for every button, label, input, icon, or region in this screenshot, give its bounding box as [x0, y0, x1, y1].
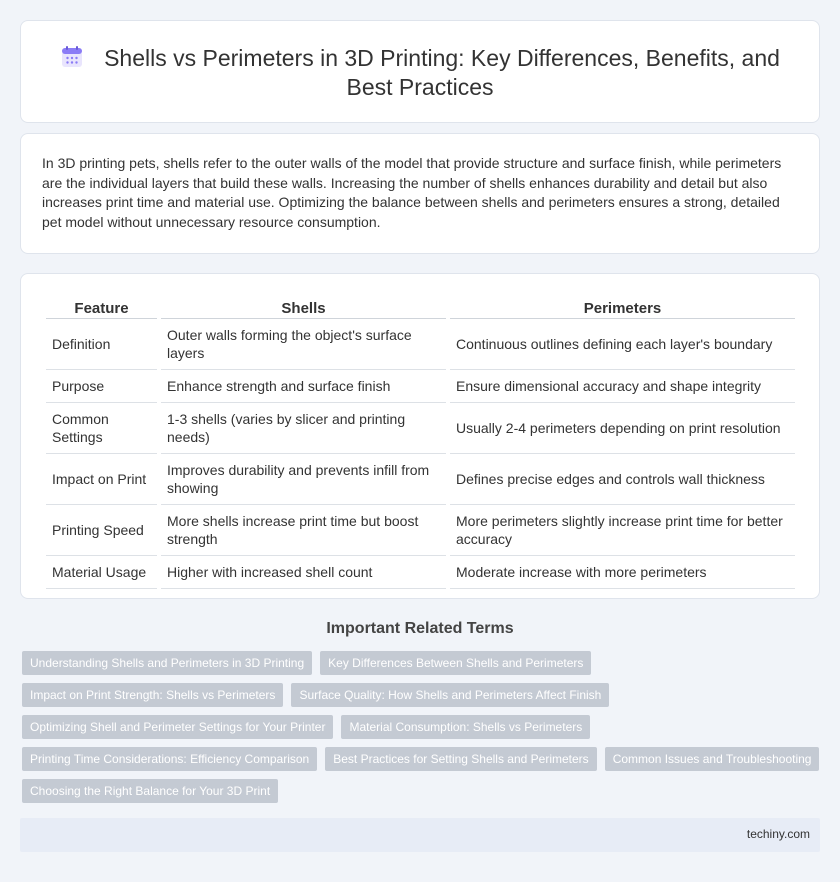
related-term-tag[interactable]: Key Differences Between Shells and Perimeters [320, 651, 591, 675]
related-term-tag[interactable]: Best Practices for Setting Shells and Perimeters [325, 747, 596, 771]
table-cell-perimeters: Moderate increase with more perimeters [450, 556, 795, 589]
table-row [46, 319, 795, 370]
page-title-text: Shells vs Perimeters in 3D Printing: Key Differences, Benefits, and Best Practices [104, 45, 780, 100]
calendar-icon [60, 45, 84, 69]
related-terms-list [22, 651, 822, 803]
table-row [46, 556, 795, 589]
header-card [20, 20, 820, 123]
table-header-row [46, 295, 795, 319]
intro-card [20, 133, 820, 254]
table-cell-shells: Higher with increased shell count [161, 556, 446, 589]
related-term-tag[interactable]: Impact on Print Strength: Shells vs Perimeters [22, 683, 283, 707]
related-term-tag[interactable]: Understanding Shells and Perimeters in 3D Printing [22, 651, 312, 675]
column-header-feature: Feature [46, 295, 157, 319]
table-cell-shells: Outer walls forming the object's surface layers [161, 319, 446, 370]
related-term-tag[interactable]: Common Issues and Troubleshooting [605, 747, 820, 771]
column-header-shells: Shells [161, 295, 446, 319]
comparison-table [42, 295, 799, 589]
title-wrap [51, 44, 789, 102]
table-cell-shells: 1-3 shells (varies by slicer and printing needs) [161, 403, 446, 454]
column-header-perimeters: Perimeters [450, 295, 795, 319]
related-term-tag[interactable]: Choosing the Right Balance for Your 3D Print [22, 779, 278, 803]
related-term-tag[interactable]: Optimizing Shell and Perimeter Settings for Your Printer [22, 715, 333, 739]
table-cell-shells: More shells increase print time but boost strength [161, 505, 446, 556]
related-term-tag[interactable]: Surface Quality: How Shells and Perimeters Affect Finish [291, 683, 609, 707]
related-term-tag[interactable]: Printing Time Considerations: Efficiency Comparison [22, 747, 317, 771]
table-cell-perimeters: Ensure dimensional accuracy and shape integrity [450, 370, 795, 403]
comparison-table-card [20, 273, 820, 599]
table-row [46, 370, 795, 403]
related-term-tag[interactable]: Material Consumption: Shells vs Perimeters [341, 715, 590, 739]
related-terms-heading: Important Related Terms [326, 620, 514, 637]
table-cell-feature: Common Settings [46, 403, 157, 454]
table-cell-shells: Improves durability and prevents infill from showing [161, 454, 446, 505]
footer-site-name: techiny.com [746, 827, 810, 841]
table-cell-perimeters: Continuous outlines defining each layer's boundary [450, 319, 795, 370]
table-row [46, 454, 795, 505]
table-cell-feature: Printing Speed [46, 505, 157, 556]
table-row [46, 403, 795, 454]
table-cell-feature: Impact on Print [46, 454, 157, 505]
table-cell-feature: Material Usage [46, 556, 157, 589]
table-cell-perimeters: Usually 2-4 perimeters depending on print resolution [450, 403, 795, 454]
table-cell-feature: Purpose [46, 370, 157, 403]
footer [20, 818, 820, 852]
intro-paragraph: In 3D printing pets, shells refer to the outer walls of the model that provide structure and surface finish, while perimeters are the individual layers that build these walls. Increasing the number of shells enhances durability and detail but also increases print time and material use. Optimizing the balance between shells and perimeters ensures a strong, detailed pet model without unnecessary resource consumption. [42, 155, 782, 230]
table-cell-feature: Definition [46, 319, 157, 370]
page-title [51, 44, 789, 102]
table-cell-shells: Enhance strength and surface finish [161, 370, 446, 403]
table-cell-perimeters: More perimeters slightly increase print time for better accuracy [450, 505, 795, 556]
table-row [46, 505, 795, 556]
table-cell-perimeters: Defines precise edges and controls wall thickness [450, 454, 795, 505]
